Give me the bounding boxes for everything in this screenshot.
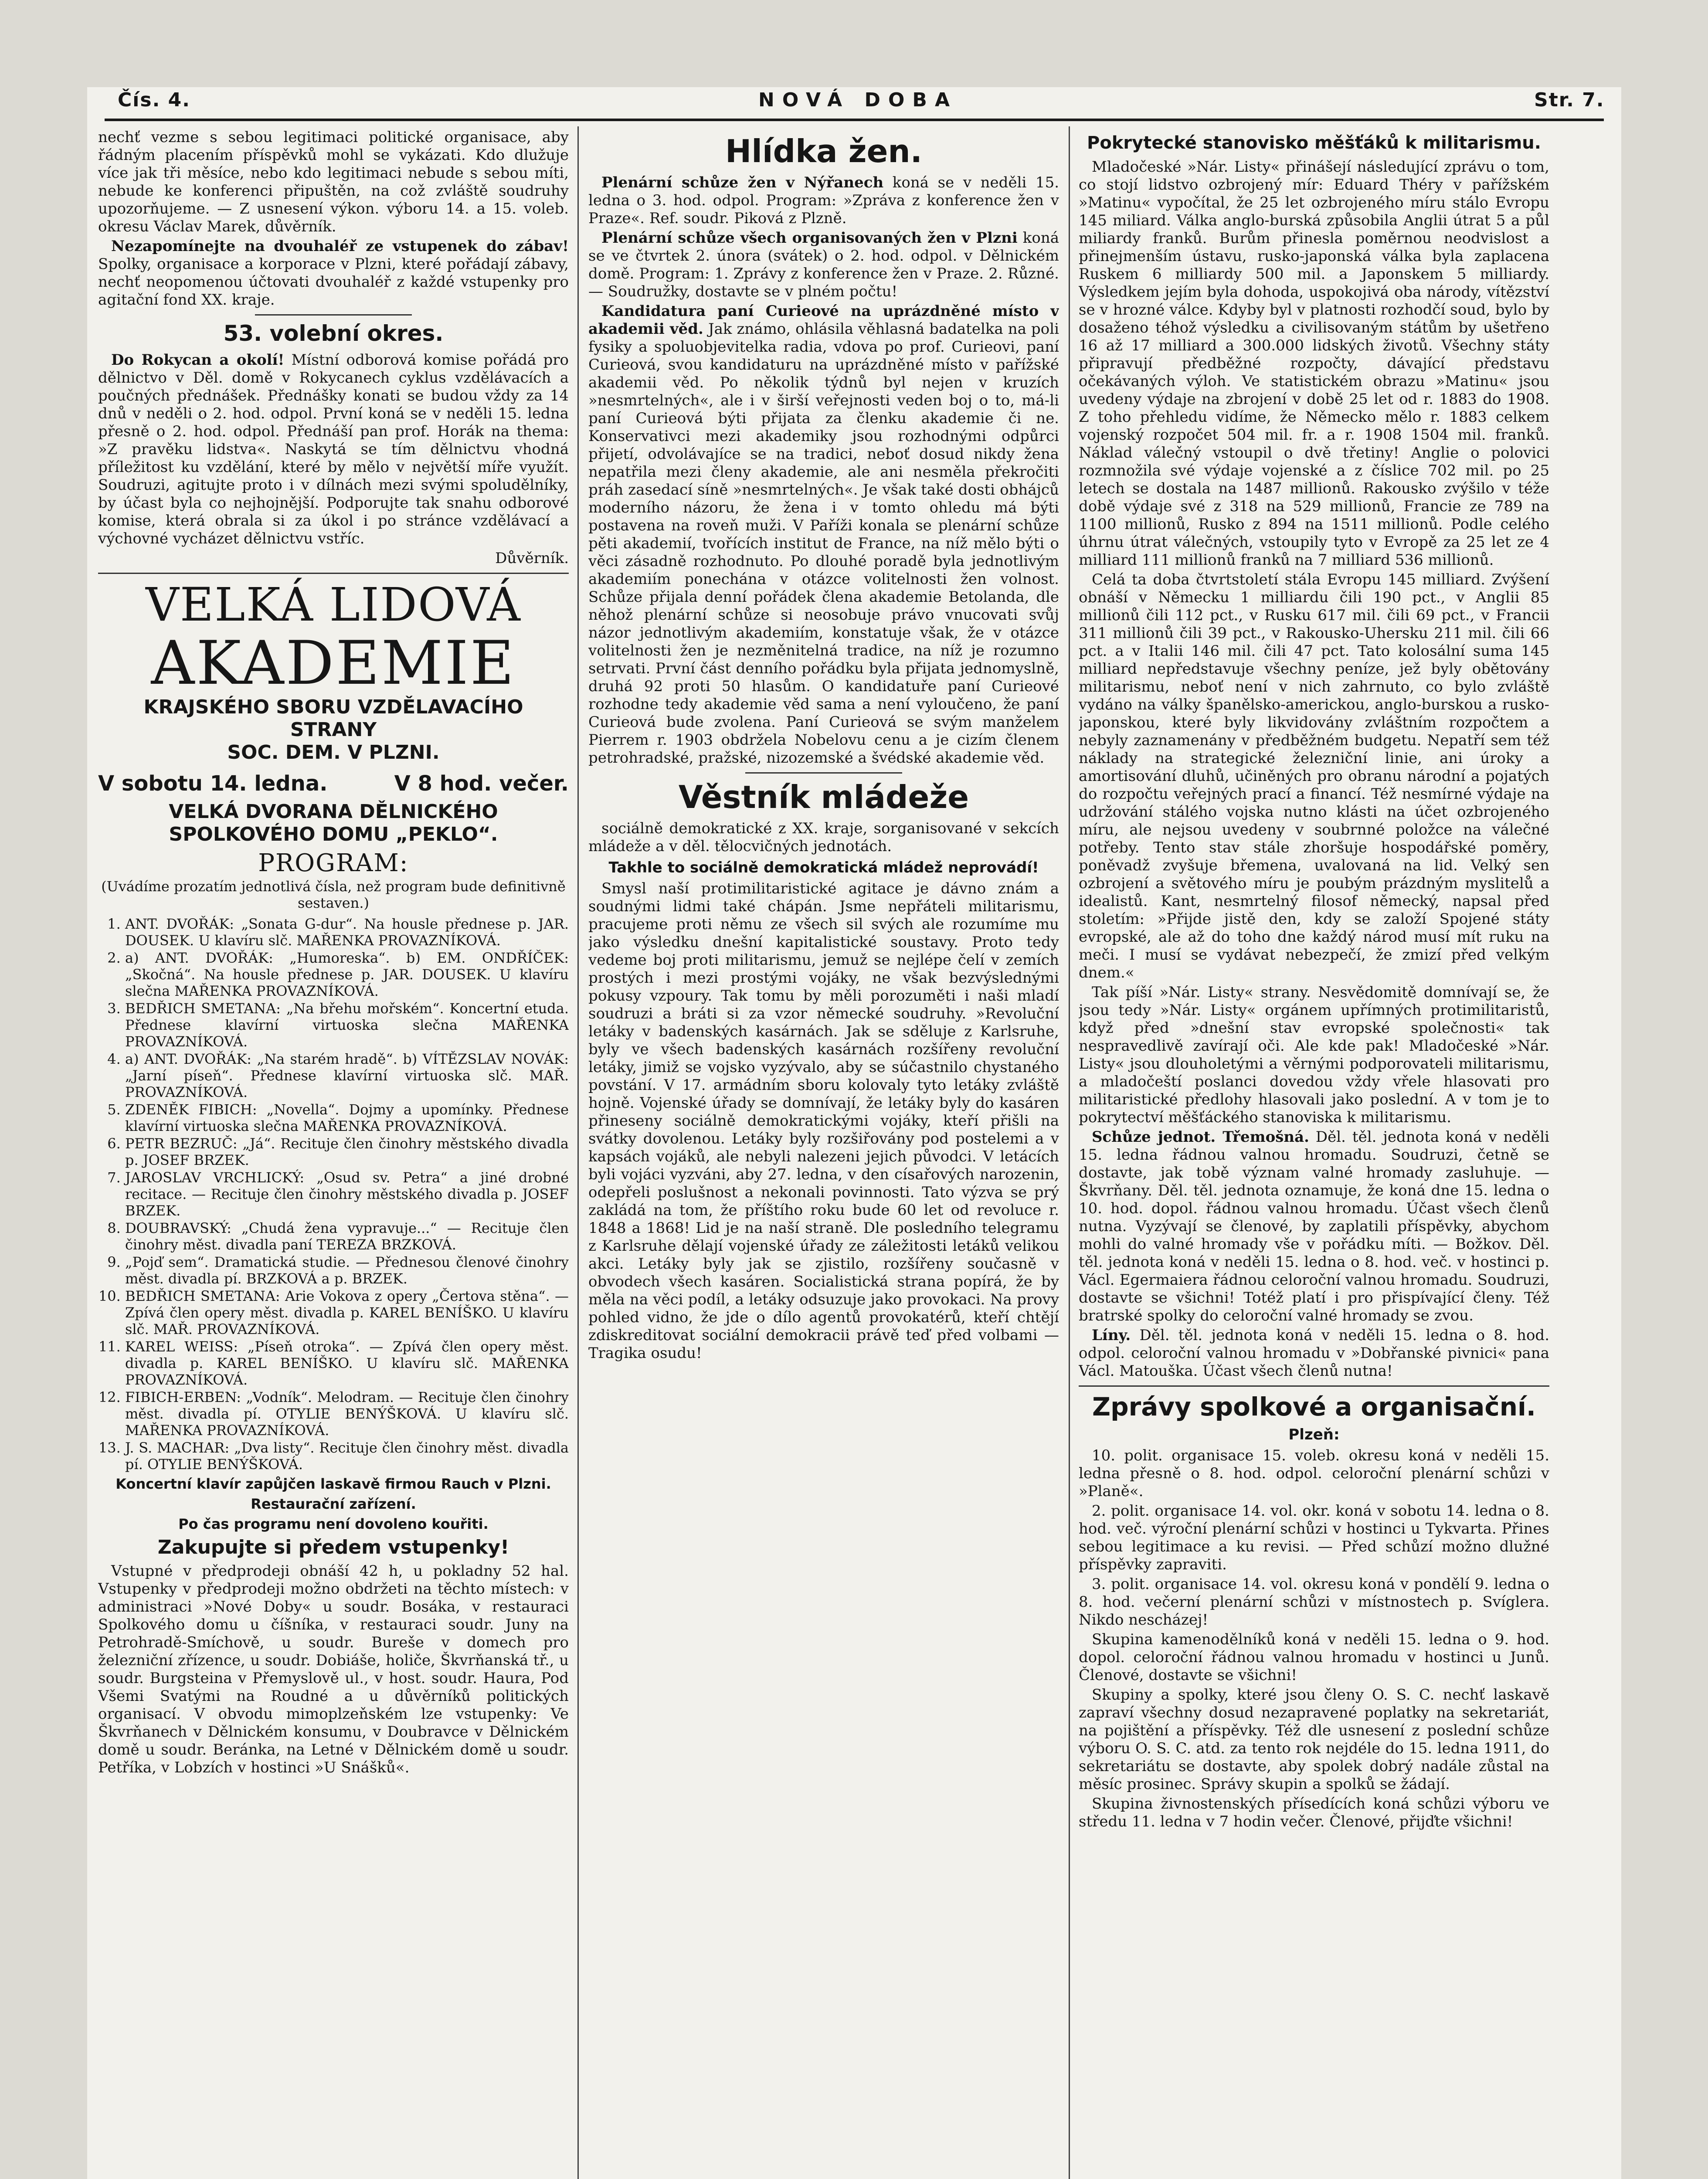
section-subtitle: sociálně demokratické z XX. kraje, sorganisované v sekcích mládeže a v děl. tělocvičných jednotách. (588, 820, 1059, 855)
article-heading: Takhle to sociálně demokratická mládež neprovádí! (608, 859, 1039, 876)
ad-date: V sobotu 14. ledna. (98, 771, 328, 796)
column-2 (588, 129, 1059, 2179)
akademie-advertisement (98, 579, 569, 1777)
article-lead: Kandidatura paní Curieové na uprázdněné místo v akademii věd. (588, 302, 1059, 338)
issue-number: Čís. 4. (118, 89, 190, 111)
article-body: Děl. těl. jednota koná v neděli 15. ledna řádnou valnou hromadu. Soudruzi, četně se dostavte, jak tobě význam valné hromady zasluhuje. — Škvrňany. Děl. těl. jednota oznamuje, že koná dne 15. ledna o 10. hod. dopol. řádnou valnou hromadu. Účast všech členů nutna. Vyzývají se členové, by zaplatili příspěvky, abychom mohli do valné hromady vše v pořádku míti. — Božkov. Děl. těl. jednota koná v neděli 15. ledna o 8. hod. več. v hostinci p. Václ. Egermaiera řádnou celoroční valnou hromadu. Soudruzi, dostavte se všichni! Totéž platí i pro přispívající členy. Též bratrské spolky do celoroční valné hromady se zvou. (1079, 1128, 1549, 1324)
article-text: Mladočeské »Nár. Listy« přinášejí následující zprávu o tom, co stojí lidstvo ozbrojený mír: Eduard Théry v pařížském »Matinu« vypočítal, že 25 let ozbrojeného míru stálo Evropu 145 miliard. Válka anglo-burská způsobila Anglii útrat 5 a půl miliardy franků. Burům přinesla poměrnou neodvislost a přinejmenším ústavu, rusko-japonská válka byla zaplacena Ruskem 6 milliardy 500 mil. a Japonskem 5 milliardy. Výsledkem jejím byla dohoda, uspokojivá oba národy, vítězství se v hrozné válce. Kdyby byl v platnosti rozhodčí soud, bylo by dosaženo téhož výsledku a civilisovaným státům by ušetřeno 16 až 17 milliard a 300.000 lidských životů. Všechny státy připravují předběžné rozpočty, dávající představu očekávaných výloh. Ve statistickém obrazu »Matinu« jsou uvedeny výdaje na zbrojení v době 25 let od r. 1883 do 1908. Z toho přehledu vidíme, že Německo mělo r. 1883 celkem vojenský rozpočet 504 mil. fr. a r. 1908 1504 mil. franků. Náklad válečný vstoupil o dvě třetiny! Anglie o polovici rozmnožila své výdaje vojenské a z číslice 702 mil. po 25 letech se dostala na 1487 millionů. Rakousko zvýšilo v téže době výdaje své z 318 na 529 millionů, Francie ze 789 na 1100 millionů, Rusko z 894 na 1511 millionů. Podle celého úhrnu útrat válečných, vstoupily tyto v Evropě za 25 let ze 4 milliard 111 millionů franků na 7 milliard 536 millionů. (1079, 158, 1549, 569)
article-body: Děl. těl. jednota koná v neděli 15. ledna o 8. hod. odpol. celoroční valnou hromadu v »Dobřanské pivnici« pana Václ. Matouška. Účast všech členů nutna! (1079, 1327, 1549, 1380)
article-text: Tak píší »Nár. Listy« strany. Nesvědomitě domnívají se, že jsou tedy »Nár. Listy« orgánem upřímných protimilitaristů, když před »dnešní stav evropské společnosti« tak nespravedlivě zavírají oči. Ale kde pak! Mladočeské »Nár. Listy« jsou dlouholetými a věrnými podporovateli militarismu, a mladočeští poslanci dovedou vždy vřele hlasovati pro militaristické předlohy hlasovali jako poslední. A v tom je to pokrytectví měšťáckého stanoviska k militarismu. (1079, 984, 1549, 1126)
ad-organizer: SOC. DEM. V PLZNI. (227, 741, 440, 764)
article-text (588, 174, 1059, 227)
article-text: Skupiny a spolky, které jsou členy O. S. C. nechť laskavě zapraví všechny dosud nezapravené poplatky na sekretariát, na pojištění a příspěvky. Též dle usnesení z poslední schůze výboru O. S. C. atd. za tento rok nejdéle do 15. ledna 1911, do sekretariátu se dostavte, aby spolek dobrý nadále zůstal na měsíc prosinec. Správy skupin a spolků se žádají. (1079, 1686, 1549, 1793)
ad-restaurant-note: Restaurační zařízení. (251, 1496, 416, 1512)
ad-smoking-note: Po čas programu není dovoleno kouřiti. (178, 1516, 489, 1532)
article-body: Spolky, organisace a korporace v Plzni, které pořádají zábavy, nechť neopomenou účtovati dvouhaléř z každé vstupenky pro agitační fond XX. kraje. (98, 255, 569, 309)
program-item: 2. a) ANT. DVOŘÁK: „Humoreska“. b) EM. ONDŘÍČEK: „Skočná“. Na housle přednese p. JAR. DOUSEK. U klavíru slečna MAŘENKA PROVAZNÍKOVÁ. (125, 950, 569, 999)
column-3 (1079, 129, 1549, 2179)
ad-date-time (98, 770, 569, 797)
article-text (98, 351, 569, 548)
article-body: koná se ve čtvrtek 2. února (svátek) o 2. hod. odpol. v Dělnickém domě. Program: 1. Zprávy z konference žen v Praze. 2. Různé. — Soudružky, dostavte se v plném počtu! (588, 229, 1059, 300)
article-text (588, 302, 1059, 767)
article-lead: Do Rokycan a okolí! (111, 351, 285, 369)
article-text: Smysl naší protimilitaristické agitace je dávno znám a soudnými lidmi také chápán. Jsme nepřáteli militarismu, pracujeme proti němu ze všech sil svých ale rozumíme mu jako výsledku dnešní kapitalistické soustavy. Proto tedy vedeme boj proti militarismu, jemuž se nejlépe čelí v zemích prostých i mezi prostými vojáky, ne však bezvýslednými pokusy vzpoury. Tak tomu by měli porozuměti i naši mladí soudruzi a bráti si za vzor německé soudruhy. »Revoluční letáky v badenských kasárnách. Jak se sděluje z Karlsruhe, byly ve všech badenských kasárnách rozšířeny revoluční letáky, jimiž se vojsko vyzývalo, aby se súčastnilo chystaného povstání. V 17. armádním sboru kolovaly tyto letáky zvláště hojně. Vojenské úřady se domnívají, že letáky byly do kasáren přineseny sociálně demokratickými vojáky, kteří přišli na svátky dovolenou. Letáky byly rozšiřovány pod postelemi a v kapsách vojáků, ale nebyli nalezeni jejich původci. V letácích byli vojáci vyzváni, aby 27. ledna, v den císařových narozenin, odepřeli poslušnost a nekonali povinnosti. Tato výzva se prý zakládá na tom, že příštího roku bude 60 let od revoluce r. 1848 a 1868! Lid je na naší straně. Dle posledního telegramu z Karlsruhe dělají vojenské úřady ze záležitosti letáků velikou akci. Letáky byly jak se zjistilo, rozšířeny současně v obvodech všech kasáren. Socialistická strana popírá, že by měla na věci podíl, a letáky odsuzuje jako provokaci. Na provy pohled vidno, že jde o dílo agentů provokatérů, kteří chtějí zdiskreditovat sociální demokracii právě teď před volbami — Tragika osudu! (588, 880, 1059, 1362)
article-body: Jak známo, ohlásila věhlasná badatelka na poli fysiky a spoluobjevitelka radia, vdova po prof. Curieovi, paní Curieová, svou kandidaturu na uprázdněné místo v pařížské akademii věd. Po několik týdnů byl nejen v kruzích »nesmrtelných«, ale i v širší veřejnosti veden boj o to, má-li paní Curieová býti přijata za členku akademie či ne. Konservativci mezi akademiky jsou rozhodnými odpůrci přijetí, odvolávajíce se na tradici, neboť dosud nikdy žena nepatřila mezi členy akademie, ale ani nesměla překročiti práh zasedací síně »nesmrtelných«. Je však také dosti obhájců moderního názoru, že žena i v tomto ohledu má býti postavena na roveň muži. V Paříži konala se plenární schůze pěti akademií, tvořících institut de France, na níž mělo býti o věci zásadně rozhodnuto. Po dlouhé poradě byla jednotlivým akademiím ponechána v otázce volitelnosti žen volnost. Schůze přijala denní pořádek člena akademie Betolanda, dle něhož plenární schůze si neosobuje právo vnucovati svůj názor jednotlivým akademiím, konstatuje však, že v otázce volitelnosti žen je nezměnitelná tradice, na níž je rozumno setrvati. První část denního pořádku byla přijata jednomyslně, druhá 92 proti 50 hlasům. O kandidatuře paní Curieové rozhodne tedy akademie věd sama a není vyloučeno, že paní Curieová bude zvolena. Paní Curieová se svým manželem Pierrem r. 1903 obdržela Nobelovu cenu a je cizím členem petrohradské, pražské, nizozemské a švédské akademie věd. (588, 320, 1059, 767)
column-divider (1069, 126, 1070, 2179)
program-item: 7. JAROSLAV VRCHLICKÝ: „Osud sv. Petra“ a jiné drobné recitace. — Recituje člen činohry městského divadla p. JOSEF BRZEK. (125, 1169, 569, 1219)
article-text: nechť vezme s sebou legitimaci politické organisace, aby řádným placením příspěvků mohl se vykázati. Kdo dlužuje více jak tři měsíce, nebo kdo legitimaci nebude s sebou míti, nebude ke konferenci připuštěn, na což zvláště soudruhy upozorňujeme. — Z usnesení výkon. výboru 14. a 15. voleb. okresu Václav Marek, důvěrník. (98, 129, 569, 235)
district-heading: 53. volební okres. (223, 321, 444, 346)
article-text: 2. polit. organisace 14. vol. okr. koná v sobotu 14. ledna o 8. hod. več. výroční plenární schůzi v hostinci u Tykvarta. Přines sebou legitimace a ku revisi. — Před schůzí možno dlužné příspěvky zapraviti. (1079, 1502, 1549, 1573)
ad-tickets-text: Vstupné v předprodeji obnáší 42 h, u pokladny 52 hal. Vstupenky v předprodeji možno obdržeti na těchto místech: v administraci »Nové Doby« u soudr. Bosáka, v restauraci Spolkového domu u číšníka, v restauraci soudr. Juny na Petrohradě-Smíchově, u soudr. Bureše v domech pro železniční zřízence, u soudr. Dobiáše, holiče, Škvrňanská tř., u soudr. Burgsteina v Přemyslově ul., v host. soudr. Haura, Pod Všemi Svatými na Roudné a u důvěrníků politických organisací. V obvodu mimoplzeňském lze vstupenky: Ve Škvrňanech v Dělnickém konsumu, v Doubravce v Dělnickém domě u soudr. Beránka, na Letné v Dělnickém domě u soudr. Petříka, v Lobzích v hostinci »U Snášků«. (98, 1562, 569, 1776)
column-divider (577, 126, 579, 2179)
program-item: 9. „Pojď sem“. Dramatická studie. — Přednesou členové činohry měst. divadla pí. BRZKOVÁ a p. BRZEK. (125, 1254, 569, 1287)
ad-piano-note: Koncertní klavír zapůjčen laskavě firmou Rauch v Plzni. (115, 1476, 551, 1492)
newspaper-page (87, 87, 1621, 2179)
article-title-militarism: Pokrytecké stanovisko měšťáků k militarismu. (1087, 133, 1541, 153)
article-lead: Plenární schůze všech organisovaných žen v Plzni (601, 229, 1018, 247)
ad-venue: SPOLKOVÉHO DOMU „PEKLO“. (169, 823, 498, 845)
section-title-hlidka: Hlídka žen. (725, 133, 923, 170)
signature: Důvěrník. (495, 550, 569, 567)
article-text (588, 229, 1059, 301)
article-text: 10. polit. organisace 15. voleb. okresu koná v neděli 15. ledna přesně o 8. hod. odpol. celoroční plenární schůzi v »Planě«. (1079, 1447, 1549, 1500)
program-item: 6. PETR BEZRUČ: „Já“. Recituje člen činohry městského divadla p. JOSEF BRZEK. (125, 1135, 569, 1168)
program-item: 11. KAREL WEISS: „Píseň otroka“. — Zpívá člen opery měst. divadla p. KAREL BENÍŠKO. U klavíru slč. MAŘENKA PROVAZNÍKOVÁ. (125, 1338, 569, 1388)
program-title: PROGRAM: (258, 849, 409, 877)
section-divider (745, 772, 902, 774)
article-text: Skupina živnostenských přísedících koná schůzi výboru ve středu 11. ledna v 7 hodin večer. Členové, přijďte všichni! (1079, 1795, 1549, 1830)
section-title-vestnik: Věstník mládeže (678, 779, 969, 815)
article-lead: Nezapomínejte na dvouhaléř ze vstupenek do zábav! (111, 238, 569, 255)
section-divider (1079, 1385, 1549, 1387)
program-note: (Uvádíme prozatím jednotlivá čísla, než program bude definitivně sestaven.) (101, 878, 566, 911)
header-rule (105, 119, 1604, 121)
ad-time: V 8 hod. večer. (394, 771, 569, 796)
article-text: Skupina kamenodělníků koná v neděli 15. ledna o 9. hod. dopol. celoroční řádnou valnou hromadu v hostinci u Junů. Členové, dostavte se všichni! (1079, 1631, 1549, 1684)
article-text (1079, 1128, 1549, 1325)
ad-organizer: KRAJSKÉHO SBORU VZDĚLAVACÍHO STRANY (143, 696, 523, 741)
article-lead: Líny. (1092, 1327, 1131, 1344)
article-text (1079, 1327, 1549, 1380)
section-title-zpravy: Zprávy spolkové a organisační. (1092, 1392, 1536, 1422)
article-body: koná se v neděli 15. ledna o 3. hod. odpol. Program: »Zpráva z konference žen v Praze«. Ref. soudr. Piková z Plzně. (588, 174, 1059, 227)
ad-headline: VELKÁ LIDOVÁ (146, 578, 521, 631)
program-item: 13. J. S. MACHAR: „Dva listy“. Recituje člen činohry měst. divadla pí. OTYLIE BENÝŠKOVÁ. (125, 1439, 569, 1473)
ad-tickets-title: Zakupujte si předem vstupenky! (157, 1536, 509, 1558)
article-lead: Schůze jednot. Třemošná. (1092, 1128, 1309, 1146)
program-item: 12. FIBICH-ERBEN: „Vodník“. Melodram. — Recituje člen činohry měst. divadla pí. OTYLIE BENÝŠKOVÁ. U klavíru slč. MAŘENKA PROVAZNÍKOVÁ. (125, 1389, 569, 1439)
section-divider (255, 314, 412, 316)
program-item: 1. ANT. DVOŘÁK: „Sonata G-dur“. Na housle přednese p. JAR. DOUSEK. U klavíru slč. MAŘENKA PROVAZNÍKOVÁ. (125, 916, 569, 949)
program-item: 10. BEDŘICH SMETANA: Arie Vokova z opery „Čertova stěna“. — Zpívá člen opery měst. divadla p. KAREL BENÍŠKO. U klavíru slč. MAŘ. PROVAZNÍKOVÁ. (125, 1288, 569, 1337)
program-list (98, 916, 569, 1473)
article-lead: Plenární schůze žen v Nýřanech (601, 174, 884, 191)
program-item: 8. DOUBRAVSKÝ: „Chudá žena vypravuje...“ — Recituje člen činohry měst. divadla paní TEREZA BRZKOVÁ. (125, 1220, 569, 1253)
page-number: Str. 7. (1534, 89, 1605, 111)
program-item: 3. BEDŘICH SMETANA: „Na břehu mořském“. Koncertní etuda. Přednese klavírní virtuoska slečna MAŘENKA PROVAZNÍKOVÁ. (125, 1000, 569, 1050)
article-text: Celá ta doba čtvrtstoletí stála Evropu 145 milliard. Zvýšení obnáší v Německu 1 milliardu čili 190 pct., v Anglii 85 millionů čili 112 pct., v Rusku 617 mil. čili 69 pct., v Francii 311 millionů čili 39 pct., v Rakousko-Uhersku 211 mil. čili 66 pct. a v Italii 146 mil. čili 47 pct. Tato kolosální suma 145 milliard nepředstavuje všechny peníze, jež byly obětovány militarismu, neboť není v nich zahrnuto, co bylo zvláště vydáno na války španělsko-americkou, anglo-burskou a rusko-japonskou, které byly likvidovány zvláštním rozpočtem a nebyly zaznamenány v předběžném budgetu. Nepatří sem též náklady na strategické železniční linie, ani úroky a amortisování dluhů, učiněných pro obranu národní a pojatých do rozpočtu veřejných prací a financí. Též nesmírné výdaje na udržování stálého vojska nutno klásti na účet ozbrojeného míru, ale nejsou uvedeny v soubrnné položce na válečné potřeby. Tento stav stále zhoršuje hospodářské poměry, poněvadž zvyšuje břemena, uvalovaná na lid. Velký sen ozbrojení a světového míru je poubým prázdným myslitelů a idealistů. Kant, nesmrtelný filosof německý, napsal před stoletím: »Přijde jistě den, kdy se založí Spojené státy evropské, ale až do toho dne každý národ musí mít ruku na meči. I musí se vydávat nebezpečí, že zmizí před velkým dnem.« (1079, 571, 1549, 981)
program-item: 5. ZDENĚK FIBICH: „Novella“. Dojmy a upomínky. Přednese klavírní virtuoska slečna MAŘENKA PROVAZNÍKOVÁ. (125, 1101, 569, 1134)
ad-venue: VELKÁ DVORANA DĚLNICKÉHO (169, 801, 498, 823)
article-body: Místní odborová komise pořádá pro dělnictvo v Děl. domě v Rokycanech cyklus vzdělávacích a poučných přednášek. Přednášky konati se budou vždy za 14 dnů v neděli o 2. hod. odpol. První koná se v neděli 15. ledna přesně o 2. hod. odpol. Přednáší pan prof. Horák na thema: »Z pravěku lidstva«. Naskytá se tím dělnictvu vhodná příležitost ku vzdělání, které by mělo v největší míře využít. Soudruzi, agitujte proto i v dílnách mezi svými spoludělníky, by účast byla co nejhojnější. Podporujte tak snahu odborové komise, která obrala si za úkol i po stránce vzdělávací a výchovné vycházet dělnictvu vstříc. (98, 351, 569, 547)
page-header (87, 87, 1621, 118)
article-text: 3. polit. organisace 14. vol. okresu koná v pondělí 9. ledna o 8. hod. večerní plenární schůzi v místnostech p. Svíglera. Nikdo nescházej! (1079, 1575, 1549, 1629)
program-item: 4. a) ANT. DVOŘÁK: „Na starém hradě“. b) VÍTĚZSLAV NOVÁK: „Jarní píseň“. Přednese klavírní virtuoska slč. MAŘ. PROVAZNÍKOVÁ. (125, 1051, 569, 1100)
newspaper-title: NOVÁ DOBA (758, 89, 958, 111)
city-heading: Plzeň: (1288, 1426, 1340, 1443)
article-text (98, 238, 569, 309)
ad-headline-main: AKADEMIE (151, 628, 516, 698)
column-1 (98, 129, 569, 2179)
section-divider (98, 573, 569, 574)
